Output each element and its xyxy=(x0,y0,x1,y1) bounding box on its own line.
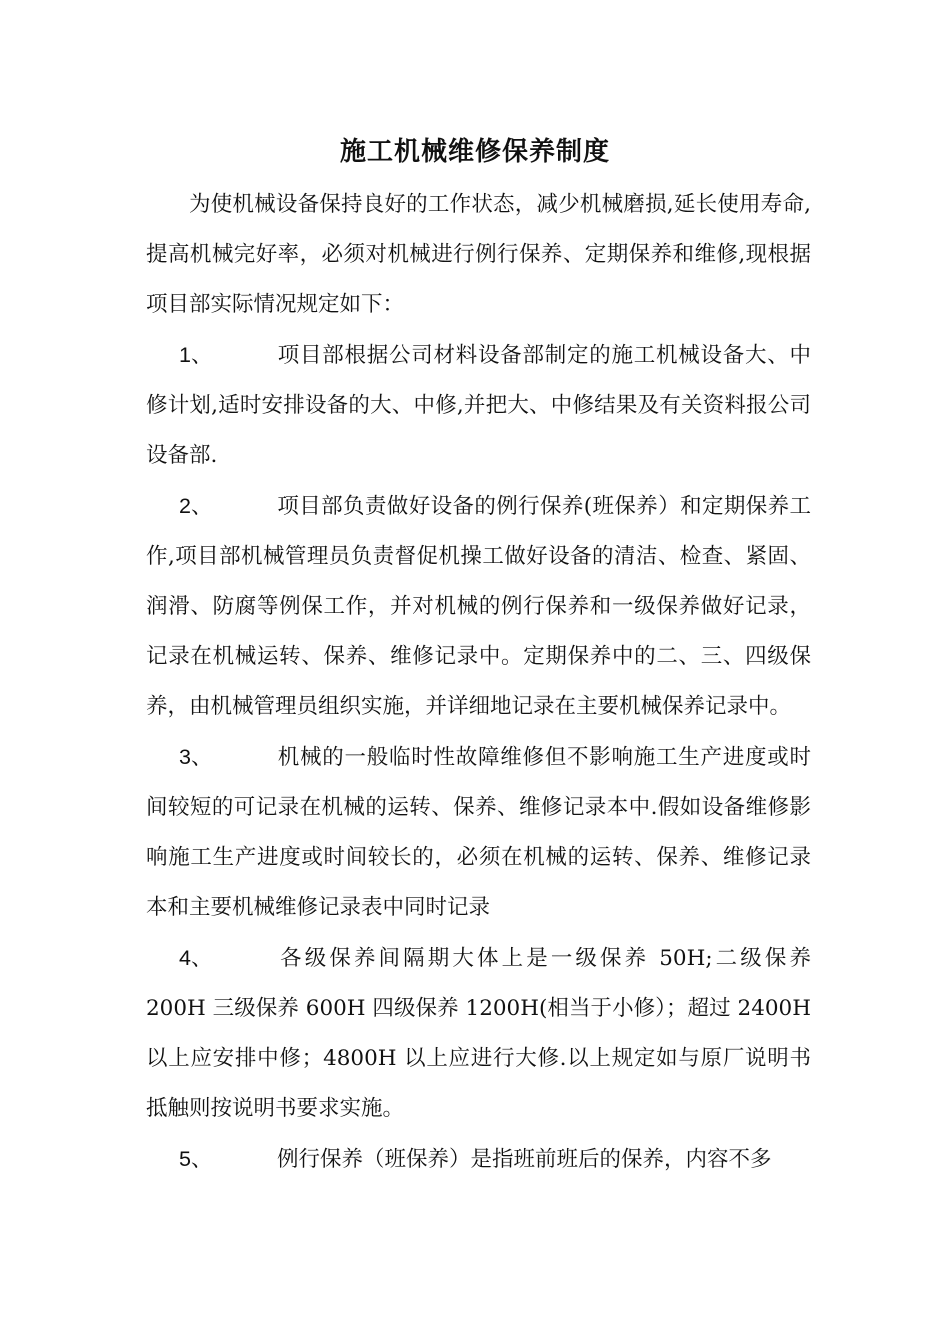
item-number: 2、 xyxy=(179,494,213,518)
item-number: 5、 xyxy=(179,1147,213,1171)
document-title: 施工机械维修保养制度 xyxy=(339,137,610,167)
item-text: 例行保养（班保养）是指班前班后的保养，内容不多 xyxy=(277,1147,772,1172)
list-item-1 xyxy=(146,330,811,481)
item-text: 各级保养间隔期大体上是一级保养 50H;二级保养 200H 三级保养 600H 四级保养 1200H(相当于小修）；超过 2400H 以上应安排中修；4800H 以上应进行大修.以上规定如与原厂说明书抵触则按说明书要求实施。 xyxy=(146,946,811,1121)
document-body xyxy=(146,180,811,1185)
item-number: 3、 xyxy=(179,745,213,769)
intro-paragraph: 为使机械设备保持良好的工作状态，减少机械磨损,延长使用寿命,提高机械完好率，必须对机械进行例行保养、定期保养和维修,现根据项目部实际情况规定如下： xyxy=(146,192,811,317)
item-text: 项目部负责做好设备的例行保养(班保养）和定期保养工作,项目部机械管理员负责督促机操工做好设备的清洁、检查、紧固、润滑、防腐等例保工作，并对机械的例行保养和一级保养做好记录，记录在机械运转、保养、维修记录中。定期保养中的二、三、四级保养，由机械管理员组织实施，并详细地记录在主要机械保养记录中。 xyxy=(146,494,811,719)
list-item-3 xyxy=(146,732,811,933)
list-item-2 xyxy=(146,481,811,732)
item-number: 1、 xyxy=(179,343,213,367)
list-item-5 xyxy=(146,1134,811,1185)
list-item-4 xyxy=(146,933,811,1134)
item-text: 项目部根据公司材料设备部制定的施工机械设备大、中修计划,适时安排设备的大、中修,并把大、中修结果及有关资料报公司设备部. xyxy=(146,343,811,468)
item-number: 4、 xyxy=(179,946,213,970)
item-text: 机械的一般临时性故障维修但不影响施工生产进度或时间较短的可记录在机械的运转、保养、维修记录本中.假如设备维修影响施工生产进度或时间较长的，必须在机械的运转、保养、维修记录本和主要机械维修记录表中同时记录 xyxy=(146,745,811,920)
